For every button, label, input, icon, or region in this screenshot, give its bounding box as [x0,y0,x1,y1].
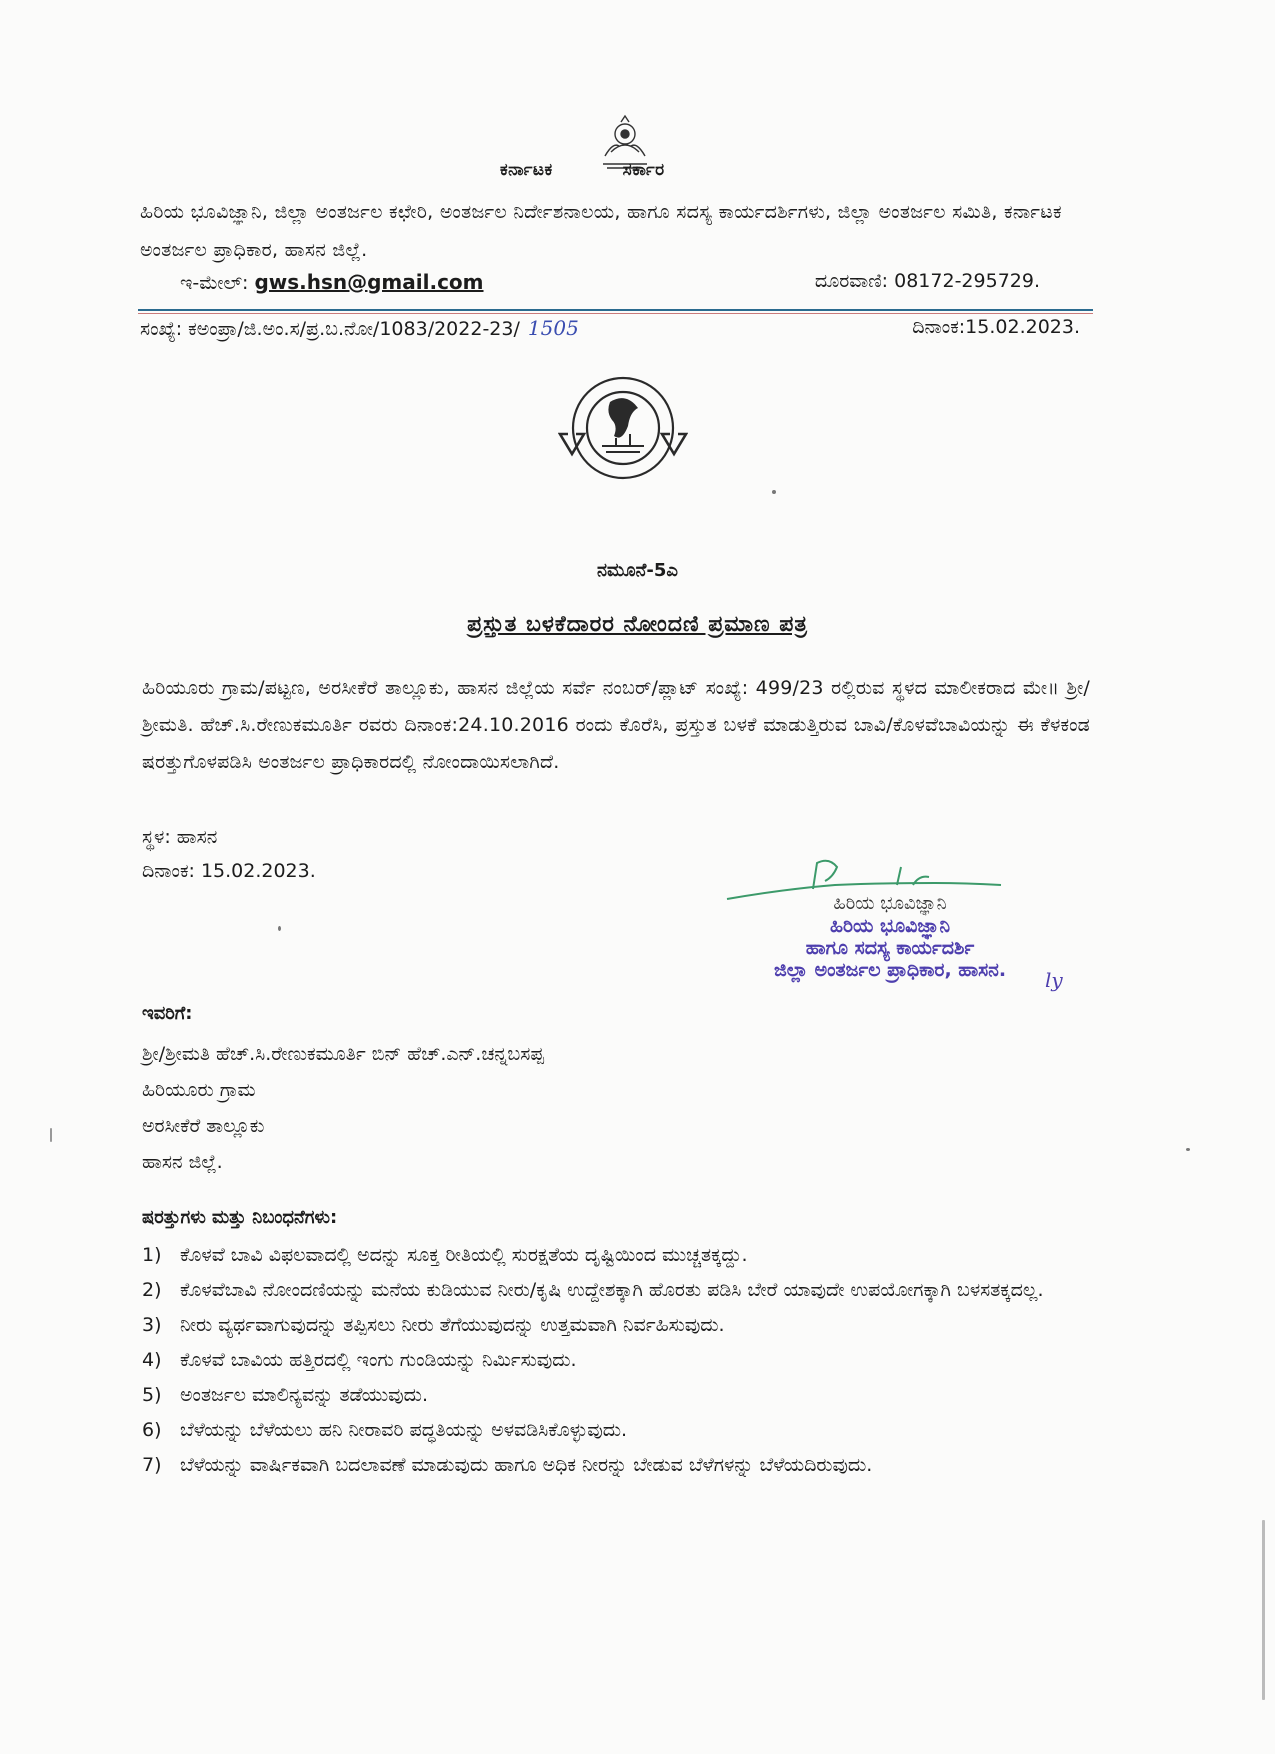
term-text: ಕೊಳವೆ ಬಾವಿಯ ಹತ್ತಿರದಲ್ಲಿ ಇಂಗು ಗುಂಡಿಯನ್ನು ನಿರ್ಮಿಸುವುದು. [180,1349,577,1371]
gov-title-left: ಕರ್ನಾಟಕ [500,160,553,180]
signatory-designation: ಹಿರಿಯ ಭೂವಿಜ್ಞಾನಿ [833,893,947,914]
groundwater-authority-logo [558,368,688,488]
term-item [142,1273,1102,1308]
term-text: ಅಂತರ್ಜಲ ಮಾಲಿನ್ಯವನ್ನು ತಡೆಯುವುದು. [180,1384,429,1406]
recipient-address [142,1036,544,1180]
phone-label: ದೂರವಾಣಿ: [814,270,889,292]
scan-edge-mark [1262,1520,1265,1700]
address-line: ಶ್ರೀ/ಶ್ರೀಮತಿ ಹೆಚ್.ಸಿ.ರೇಣುಕಮೂರ್ತಿ ಬಿನ್ ಹೆಚ್.ಎನ್.ಚನ್ನಬಸಪ್ಪ [142,1043,545,1065]
certificate-title: ಪ್ರಸ್ತುತ ಬಳಕೆದಾರರ ನೋಂದಣಿ ಪ್ರಮಾಣ ಪತ್ರ [467,612,808,637]
term-number: 3) [142,1314,162,1336]
contact-line [180,270,1040,294]
term-item [142,1343,1102,1378]
official-stamp-role: ಹಾಗೂ ಸದಸ್ಯ ಕಾರ್ಯದರ್ಶಿ [805,937,975,959]
address-line: ಅರಸೀಕೆರೆ ತಾಲ್ಲೂಕು [142,1115,265,1137]
scan-speck [278,926,281,931]
signature-initials: ly [1045,968,1063,992]
term-number: 6) [142,1419,162,1441]
office-name: ಹಿರಿಯ ಭೂವಿಜ್ಞಾನಿ, ಜಿಲ್ಲಾ ಅಂತರ್ಜಲ ಕಛೇರಿ, ಅಂತರ್ಜಲ ನಿರ್ದೇಶನಾಲಯ, ಹಾಗೂ ಸದಸ್ಯ ಕಾರ್ಯದರ್ಶಿಗಳು, ಜಿಲ್ಲಾ ಅಂತರ್ಜಲ ಸಮಿತಿ, ಕರ್ನಾಟಕ ಅಂತರ್ಜಲ ಪ್ರಾಧಿಕಾರ, ಹಾಸನ ಜಿಲ್ಲೆ. [140,201,1062,261]
term-number: 5) [142,1384,162,1406]
ref-label: ಸಂಖ್ಯೆ: [140,318,183,340]
issue-date-line: ದಿನಾಂಕ: 15.02.2023. [142,860,316,882]
scan-speck [1186,1148,1190,1151]
term-text: ಬೆಳೆಯನ್ನು ಬೆಳೆಯಲು ಹನಿ ನೀರಾವರಿ ಪದ್ಧತಿಯನ್ನು ಅಳವಡಿಸಿಕೊಳ್ಳುವುದು. [180,1419,628,1441]
date-label: ದಿನಾಂಕ: [912,316,966,338]
term-item [142,1448,1102,1483]
ref-value: ಕಅಂಪ್ರಾ/ಜಿ.ಅಂ.ಸ/ಪ್ರ.ಬ.ನೋ/1083/2022-23/ [188,318,520,340]
email-link[interactable]: gws.hsn@gmail.com [254,270,484,294]
place-line: ಸ್ಥಳ: ಹಾಸನ [142,826,218,848]
recipient-label: ಇವರಿಗೆ: [142,1003,193,1024]
official-stamp-authority: ಜಿಲ್ಲಾ ಅಂತರ್ಜಲ ಪ್ರಾಧಿಕಾರ, ಹಾಸನ. [773,959,1007,981]
phone-block [815,270,1040,294]
address-line: ಹಿರಿಯೂರು ಗ್ರಾಮ [142,1079,256,1101]
certificate-body: ಹಿರಿಯೂರು ಗ್ರಾಮ/ಪಟ್ಟಣ, ಅರಸೀಕೆರೆ ತಾಲ್ಲೂಕು, ಹಾಸನ ಜಿಲ್ಲೆಯ ಸರ್ವೆ ನಂಬರ್/ಪ್ಲಾಟ್ ಸಂಖ್ಯೆ: 499/23 ರಲ್ಲಿರುವ ಸ್ಥಳದ ಮಾಲೀಕರಾದ ಮೇ॥ ಶ್ರೀ/ಶ್ರೀಮತಿ. ಹೆಚ್.ಸಿ.ರೇಣುಕಮೂರ್ತಿ ರವರು ದಿನಾಂಕ:24.10.2016 ರಂದು ಕೊರೆಸಿ, ಪ್ರಸ್ತುತ ಬಳಕೆ ಮಾಡುತ್ತಿರುವ ಬಾವಿ/ಕೊಳವೆಬಾವಿಯನ್ನು ಈ ಕೆಳಕಂಡ ಷರತ್ತುಗೊಳಪಡಿಸಿ ಅಂತರ್ಜಲ ಪ್ರಾಧಿಕಾರದಲ್ಲಿ ನೋಂದಾಯಿಸಲಾಗಿದೆ. [142,677,1090,773]
form-number: ನಮೂನೆ-5ಎ [597,560,678,581]
gov-title-right: ಸರ್ಕಾರ [622,160,665,180]
term-number: 7) [142,1454,162,1476]
header-divider-accent [138,313,1093,314]
official-stamp-designation: ಹಿರಿಯ ಭೂವಿಜ್ಞಾನಿ [829,915,951,937]
email-label: ಇ-ಮೇಲ್: [180,272,249,294]
phone-number: 08172-295729. [894,270,1040,292]
reference-date [912,316,1080,340]
government-title [500,160,665,180]
scan-speck [772,490,776,494]
scan-speck [50,1128,52,1142]
date-value: 15.02.2023. [965,316,1080,338]
term-text: ನೀರು ವ್ಯರ್ಥವಾಗುವುದನ್ನು ತಪ್ಪಿಸಲು ನೀರು ತೆಗೆಯುವುದನ್ನು ಉತ್ತಮವಾಗಿ ನಿರ್ವಹಿಸುವುದು. [180,1314,725,1336]
reference-line [140,316,1080,340]
email-block [180,270,484,294]
term-text: ಬೆಳೆಯನ್ನು ವಾರ್ಷಿಕವಾಗಿ ಬದಲಾವಣೆ ಮಾಡುವುದು ಹಾಗೂ ಅಧಿಕ ನೀರನ್ನು ಬೇಡುವ ಬೆಳೆಗಳನ್ನು ಬೆಳೆಯದಿರುವುದು. [180,1454,873,1476]
header-divider [138,309,1093,311]
term-item [142,1308,1102,1343]
term-text: ಕೊಳವೆಬಾವಿ ನೋಂದಣಿಯನ್ನು ಮನೆಯ ಕುಡಿಯುವ ನೀರು/ಕೃಷಿ ಉದ್ದೇಶಕ್ಕಾಗಿ ಹೊರತು ಪಡಿಸಿ ಬೇರೆ ಯಾವುದೇ ಉಪಯೋಗಕ್ಕಾಗಿ ಬಳಸತಕ್ಕದಲ್ಲ. [180,1279,1044,1301]
signatory-block [690,893,1090,981]
handwritten-ref-number: 1505 [527,316,579,340]
term-number: 2) [142,1279,162,1301]
address-line: ಹಾಸನ ಜಿಲ್ಲೆ. [142,1151,223,1173]
term-item [142,1413,1102,1448]
terms-list [142,1238,1102,1483]
reference-number [140,316,579,340]
term-number: 4) [142,1349,162,1371]
term-item [142,1378,1102,1413]
term-text: ಕೊಳವೆ ಬಾವಿ ವಿಫಲವಾದಲ್ಲಿ ಅದನ್ನು ಸೂಕ್ತ ರೀತಿಯಲ್ಲಿ ಸುರಕ್ಷತೆಯ ದೃಷ್ಟಿಯಿಂದ ಮುಚ್ಚತಕ್ಕದ್ದು. [180,1244,748,1266]
term-number: 1) [142,1244,162,1266]
term-item [142,1238,1102,1273]
terms-heading: ಷರತ್ತುಗಳು ಮತ್ತು ನಿಬಂಧನೆಗಳು: [142,1207,338,1228]
